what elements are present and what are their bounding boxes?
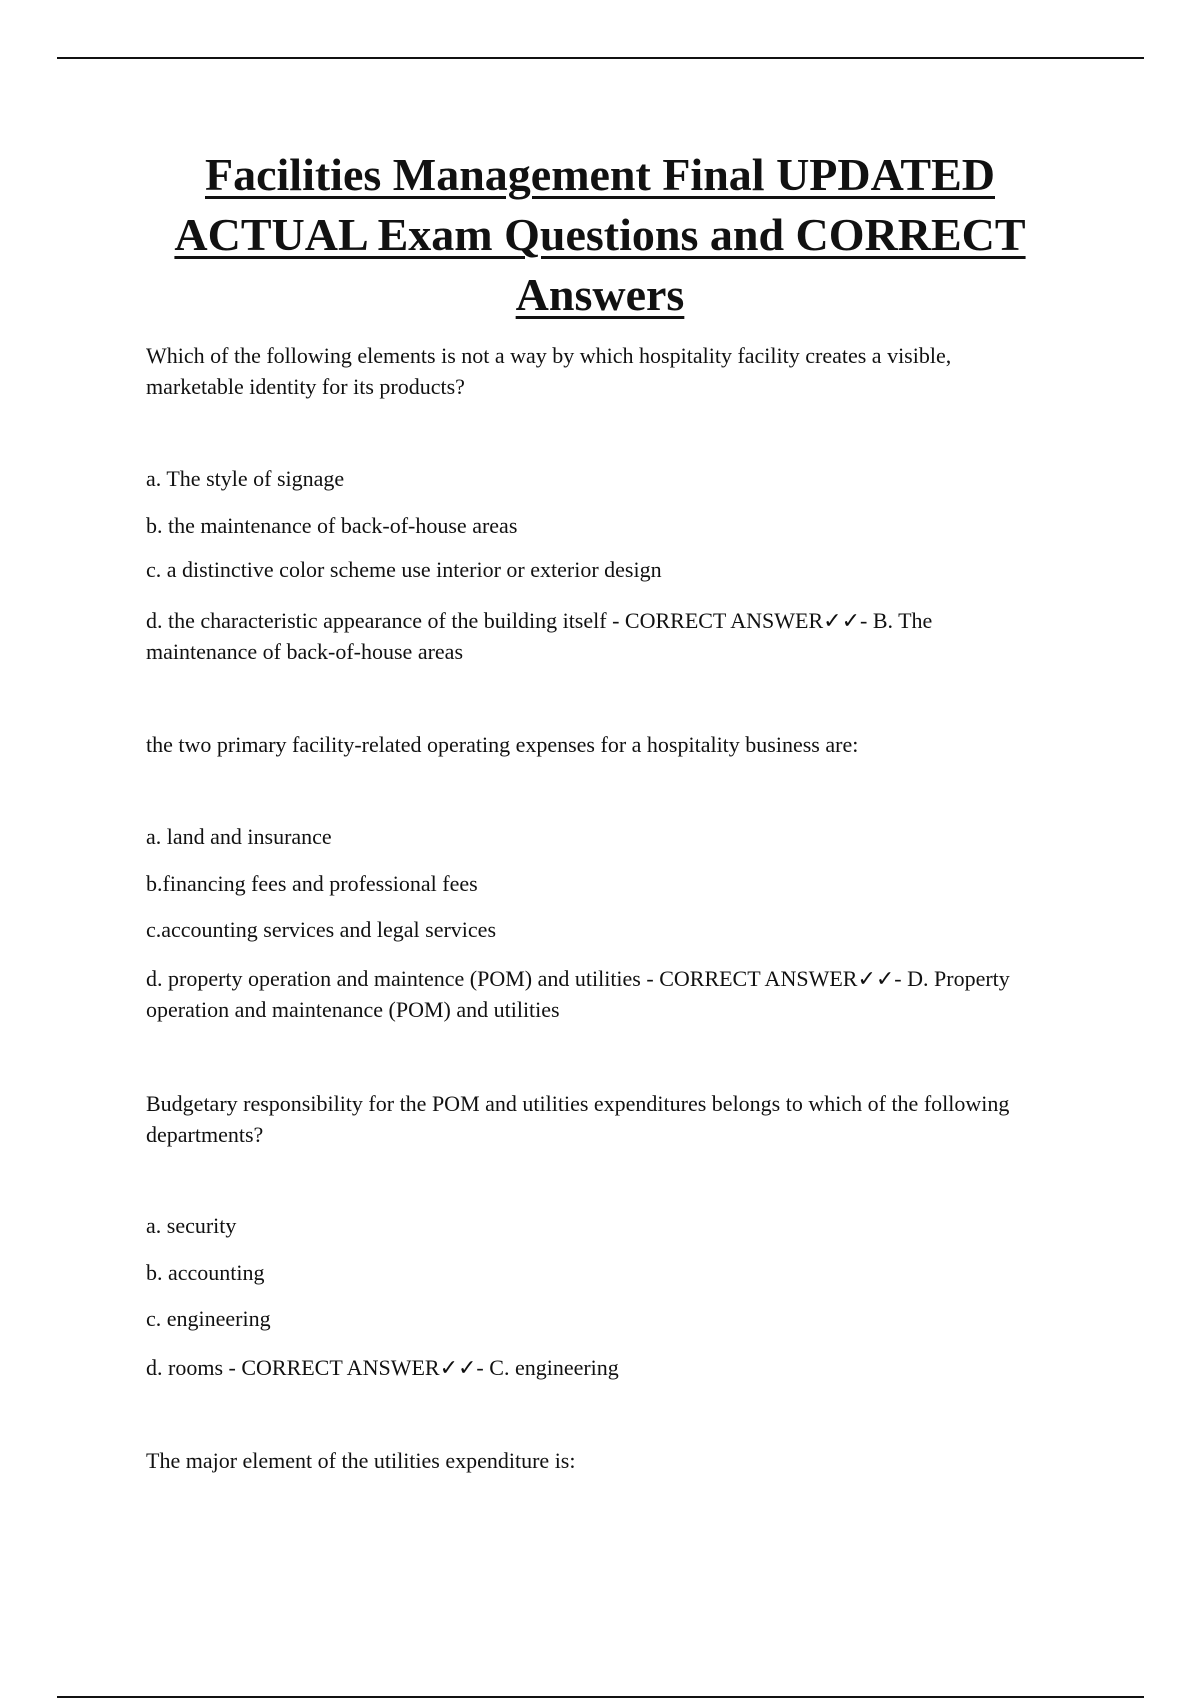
question-2-option-d: d. property operation and maintence (POM) and utilities - CORRECT ANSWER✓✓- D. Property operation and maintenance (POM) and utilities (146, 966, 1010, 1022)
footer-rule (57, 1696, 1144, 1698)
question-2-option-a: a. land and insurance (146, 824, 332, 849)
question-3-prompt: Budgetary responsibility for the POM and utilities expenditures belongs to which of the following departments? (146, 1091, 1010, 1147)
question-1-option-c: c. a distinctive color scheme use interior or exterior design (146, 557, 662, 582)
question-2-option-b: b.financing fees and professional fees (146, 871, 478, 896)
question-1-option-d-text: d. the characteristic appearance of the building itself (146, 608, 607, 633)
question-1-answer: B. The maintenance of back-of-house areas (146, 608, 933, 664)
document-title: Facilities Management Final UPDATED ACTUAL Exam Questions and CORRECT Answers (174, 149, 1026, 320)
question-4-prompt: The major element of the utilities expenditure is: (146, 1448, 576, 1473)
question-2-answer: D. Property operation and maintenance (POM) and utilities (146, 966, 1010, 1022)
question-2-option-c: c.accounting services and legal services (146, 917, 497, 942)
question-1-option-d: d. the characteristic appearance of the building itself - CORRECT ANSWER✓✓- B. The maintenance of back-of-house areas (146, 608, 933, 664)
question-1-prompt: Which of the following elements is not a way by which hospitality facility creates a visible, marketable identity for its products? (146, 343, 952, 399)
question-1-correct-label: CORRECT ANSWER✓✓- (624, 608, 868, 633)
question-3-answer: C. engineering (489, 1355, 619, 1380)
question-2-correct-label: CORRECT ANSWER✓✓- (659, 966, 902, 991)
question-3-correct-label: CORRECT ANSWER✓✓- (241, 1355, 484, 1380)
header-rule (57, 57, 1144, 59)
question-3-option-a: a. security (146, 1213, 237, 1238)
question-3-option-b: b. accounting (146, 1260, 265, 1285)
question-2-prompt: the two primary facility-related operating expenses for a hospitality business are: (146, 732, 859, 757)
question-3-option-c: c. engineering (146, 1306, 271, 1331)
question-1-option-a: a. The style of signage (146, 466, 345, 491)
question-2-option-d-text: d. property operation and maintence (POM) and utilities (146, 966, 641, 991)
question-1-option-b: b. the maintenance of back-of-house areas (146, 513, 518, 538)
question-3-option-d-text: d. rooms (146, 1355, 223, 1380)
question-3-option-d: d. rooms - CORRECT ANSWER✓✓- C. engineering (146, 1355, 619, 1380)
